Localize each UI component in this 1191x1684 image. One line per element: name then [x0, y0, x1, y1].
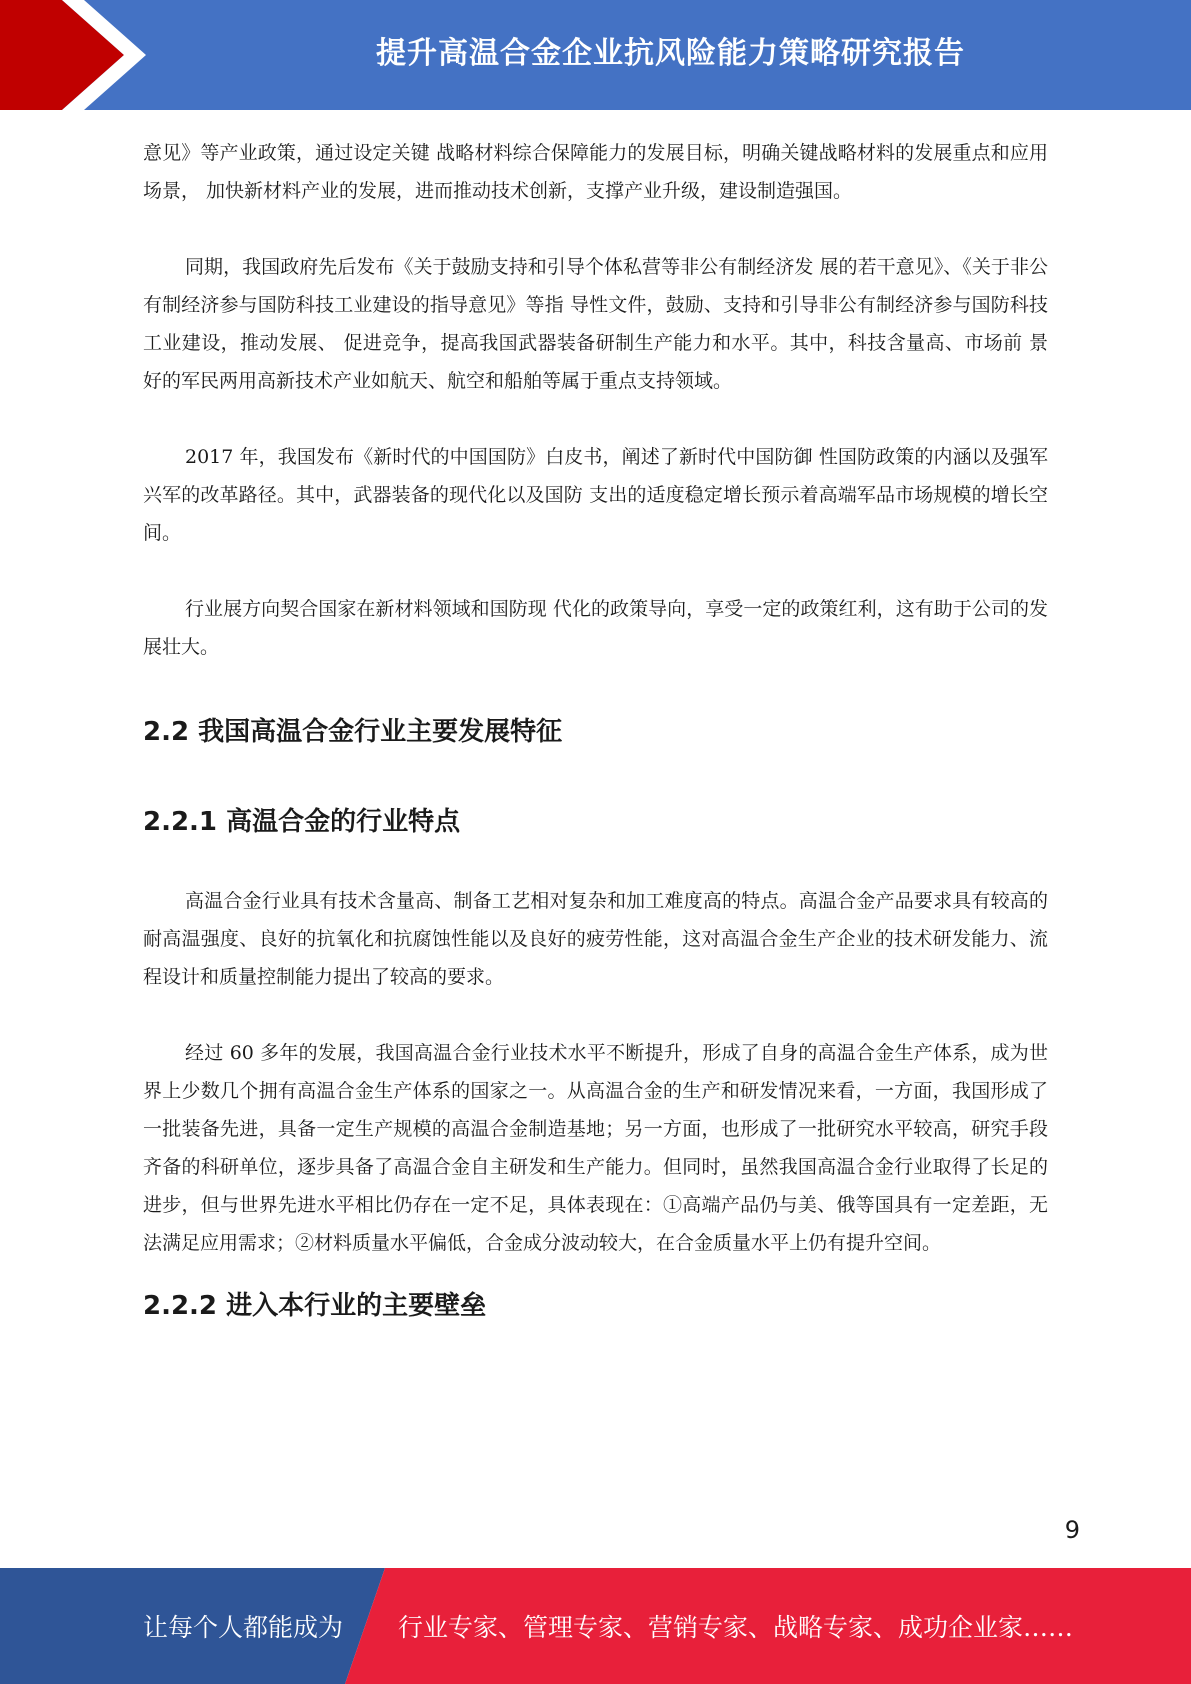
page-footer — [0, 1568, 1191, 1684]
page-header — [0, 0, 1191, 110]
paragraph: 2017 年，我国发布《新时代的中国国防》白皮书，阐述了新时代中国防御 性国防政策的内涵以及强军兴军的改革路径。其中，武器装备的现代化以及国防 支出的适度稳定增长预示着高端军品市场规模的增长空间。 — [143, 446, 1048, 544]
section-heading: 2.2 我国高温合金行业主要发展特征 — [143, 717, 563, 747]
paragraph: 高温合金行业具有技术含量高、制备工艺相对复杂和加工难度高的特点。高温合金产品要求具有较高的耐高温强度、良好的抗氧化和抗腐蚀性能以及良好的疲劳性能，这对高温合金生产企业的技术研发能力、流程设计和质量控制能力提出了较高的要求。 — [143, 890, 1048, 988]
document-body — [143, 134, 1048, 1324]
page-number: 9 — [1064, 1516, 1080, 1544]
paragraph: 经过 60 多年的发展，我国高温合金行业技术水平不断提升，形成了自身的高温合金生产体系，成为世界上少数几个拥有高温合金生产体系的国家之一。从高温合金的生产和研发情况来看，一方面，我国形成了一批装备先进，具备一定生产规模的高温合金制造基地；另一方面，也形成了一批研究水平较高，研究手段齐备的科研单位，逐步具备了高温合金自主研发和生产能力。但同时，虽然我国高温合金行业取得了长足的进步，但与世界先进水平相比仍存在一定不足，具体表现在：①高端产品仍与美、俄等国具有一定差距，无法满足应用需求；②材料质量水平偏低，合金成分波动较大，在合金质量水平上仍有提升空间。 — [143, 1042, 1048, 1254]
paragraph: 同期，我国政府先后发布《关于鼓励支持和引导个体私营等非公有制经济发 展的若干意见》、《关于非公有制经济参与国防科技工业建设的指导意见》等指 导性文件，鼓励、支持和引导非公有制经济参与国防科技工业建设，推动发展、 促进竞争，提高我国武器装备研制生产能力和水平。其中，科技含量高、市场前 景好的军民两用高新技术产业如航天、航空和船舶等属于重点支持领域。 — [143, 256, 1048, 392]
subsection-heading: 2.2.1 高温合金的行业特点 — [143, 807, 461, 837]
paragraph: 行业展方向契合国家在新材料领域和国防现 代化的政策导向，享受一定的政策红利，这有助于公司的发展壮大。 — [143, 598, 1048, 658]
footer-slogan-left: 让每个人都能成为 — [143, 1613, 344, 1642]
subsection-heading: 2.2.2 进入本行业的主要壁垒 — [143, 1291, 487, 1321]
footer-slogan-right: 行业专家、管理专家、营销专家、战略专家、成功企业家…… — [398, 1613, 1074, 1642]
paragraph: 意见》等产业政策，通过设定关键 战略材料综合保障能力的发展目标，明确关键战略材料的发展重点和应用场景， 加快新材料产业的发展，进而推动技术创新，支撑产业升级，建设制造强国。 — [143, 142, 1048, 202]
report-title: 提升高温合金企业抗风险能力策略研究报告 — [376, 36, 965, 71]
header-arrow-decoration — [0, 0, 160, 110]
